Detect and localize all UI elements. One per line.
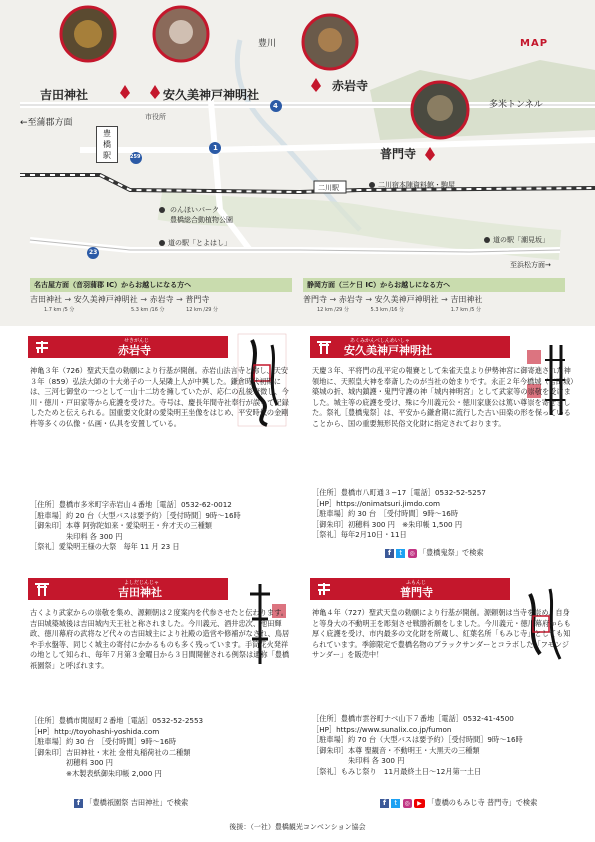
- facebook-icon[interactable]: f: [385, 549, 394, 558]
- fumonji-pin-icon: [425, 147, 435, 161]
- route-from-shizuoka: [303, 278, 565, 322]
- temple-mark-icon: [316, 581, 332, 597]
- map-label-to-gamagori: ←至蒲郡方面: [20, 118, 73, 128]
- fumonji-header: [310, 578, 510, 600]
- map-label-futagawa-station: 二川駅: [318, 184, 339, 192]
- route-1-label: 1: [213, 144, 218, 152]
- map-label-michinoeki-shiomi: 道の駅「潮見坂」: [493, 236, 549, 244]
- map-label-michinoeki-toyohashi: 道の駅「とよはし」: [168, 239, 231, 247]
- fumonji-ruby: ふもんじ: [406, 580, 427, 586]
- route-head: 名古屋方面（音羽蒲郡 IC）からお越しになる方へ: [30, 278, 292, 292]
- route-4-label: 4: [273, 102, 278, 110]
- yoshida-ruby: よしだじんじゃ: [124, 580, 160, 586]
- sekiganji-ruby: せきがんじ: [124, 338, 150, 344]
- fumonji-search-text: 「豊橋のもみじ寺 普門寺」で検索: [427, 798, 538, 807]
- route-head: 静岡方面（三ケ日 IC）からお越しになる方へ: [303, 278, 565, 292]
- sekiganji-description: 神亀３年（726）聖武天皇の勅願により行基が開創。赤岩山法言寺と称し、天安３年（859）弘法大師の十大弟子の一人呆隣上人が中興した。鎌倉時代初期には、三河七御堂の一つとして一山十二坊を擁していたが、応仁の乱後衰微し、今川・徳川・戸田家等から庇護を受けた。寺号は、慶長年間寺社奉行が誤って記録したためと伝えられる。国重要文化財の愛染明王坐像をはじめ、平安時代の金剛杵等多くの仏像・仏画・仏具を安置している。: [30, 366, 289, 428]
- route-distances: 12 km /29 分 5.3 km /16 分 1.7 km /5 分: [317, 307, 482, 313]
- twitter-icon[interactable]: t: [396, 549, 405, 558]
- temple-mark-icon: [34, 339, 50, 355]
- map-label-nonhoi: のんほいパーク: [170, 206, 219, 214]
- facebook-icon[interactable]: f: [74, 799, 83, 808]
- map-label-yoshida: 吉田神社: [40, 88, 89, 102]
- akumi-description: 天慶３年、平将門の乱平定の報賽として朱雀天皇より伊勢神宮に御寄進された神領地に、天照皇大神を奉斎したのが当社の始まりです。永正２年今橋城（吉田城）築城の折、城内鎮護・鬼門守護の神「城内神明宮」として武家等の崇敬を受けました。城主等の庇護を受け、殊に今川義元公・徳川家康公は篤い尊崇を寄せました。祭礼［豊橋鬼祭］は、平安から鎌倉期に流行した古い田楽の形を保っていることから、国の重要無形民俗文化財に指定されております。: [312, 366, 574, 428]
- akumi-title: 安久美神戸神明社: [344, 344, 432, 357]
- sekiganji-title: 赤岩寺: [118, 344, 151, 357]
- youtube-icon[interactable]: ▶: [414, 799, 425, 808]
- twitter-icon[interactable]: t: [391, 799, 400, 808]
- mountain-area: [370, 60, 595, 140]
- yoshida-info: ［住所］豊橋市関屋町２番地［電話］0532-52-2553 ［HP］http://toyohashi-yoshida.com ［駐車場］約 30 台 ［受付時間］9時〜16時 ［御朱印］吉田神社・末社 金柑丸稲荷社の二種類 初穂料 300 円 ※木製表紙御朱印帳 2,000 円: [30, 716, 204, 778]
- akumi-pin-icon: [150, 85, 160, 99]
- map-label-toyokawa: 豊川: [258, 39, 277, 49]
- map-label-nonhoi-sub: 豊橋総合動植物公園: [170, 216, 233, 224]
- map-label-sekiganji: 赤岩寺: [332, 79, 369, 93]
- map-label-city-hall: 市役所: [145, 113, 166, 121]
- route-stops: 普門寺 → 赤岩寺 → 安久美神戸神明社 → 吉田神社: [303, 295, 483, 304]
- facebook-icon[interactable]: f: [380, 799, 389, 808]
- footer-sponsor: 後援：（一社）豊橋観光コンベンション協会: [229, 823, 366, 831]
- yoshida-header: [28, 578, 228, 600]
- yoshida-pin-icon: [120, 85, 130, 99]
- fumonji-info: ［住所］豊橋市雲谷町ナベ山下７番地［電話］0532-41-4500 ［HP］https://www.sunalix.co.jp/fumon ［駐車場］約 70 台（大型バスは要予約）［受付時間］9時〜16時 ［御朱印］本尊 聖観音・不動明王・大黒天の三種類 朱印料 各 300 円 ［祭礼］もみじ祭り 11月最終土日〜12月第一土日: [312, 714, 523, 776]
- yoshida-title: 吉田神社: [118, 586, 162, 599]
- route-259-label: 259: [130, 154, 141, 160]
- route-stops: 吉田神社 → 安久美神戸神明社 → 赤岩寺 → 普門寺: [30, 295, 210, 304]
- yoshida-description: 古くより武家からの崇敬を集め、源頼朝は２度案内を代参させたと伝わります。吉田城築城後は吉田城内天王社と称されました。今川義元、酒井忠次、池田輝政、徳川幕府の武将など代々の吉田城主により社殿の造営や修補がなされ、鳥居や手水盤等、同じく城主の寄付にかかるものも多く残っています。手筒花火発祥の地として知られ、毎年７月第３金曜日から３日間開催される例祭は通称「豊橋祇園祭」と呼ばれます。: [30, 608, 290, 670]
- route-23-label: 23: [89, 249, 98, 256]
- yoshida-search-text: 「豊橋祇園祭 吉田神社」で検索: [85, 798, 189, 807]
- map-label-to-hamamatsu: 至浜松方面→: [510, 261, 551, 269]
- akumi-search-text: 「豊橋鬼祭」で検索: [418, 548, 484, 557]
- yoshida-sns: [74, 798, 188, 809]
- map-label-futagawa-juku: 二川宿本陣資料館・駒屋: [378, 181, 455, 189]
- fumonji-sns: [380, 798, 537, 809]
- akumi-ruby: あくみかんべしんめいしゃ: [350, 338, 410, 344]
- akumi-info: ［住所］豊橋市八町通３−17［電話］0532-52-5257 ［HP］https://onimatsuri.jimdo.com ［駐車場］約 30 台 ［受付時間］9時〜16時 ［御朱印］初穂料 300 円 ※朱印帳 1,500 円 ［祭礼］毎年2月10日・11日: [312, 488, 486, 540]
- shrine-mark-icon: [34, 581, 50, 597]
- akumi-header: [310, 336, 510, 358]
- map-label-tunnel: 多米トンネル: [489, 100, 543, 110]
- sekiganji-pin-icon: [311, 78, 321, 92]
- fumonji-description: 神亀４年（727）聖武天皇の勅願により行基が開創。源頼朝は当寺を崇め、自身と等身大の不動明王を彫刻させ戦勝祈願をしました。今川義元・徳川幕府からも厚く庇護を受け、市内最多の文化財を所蔵し、紅葉名所「もみじ寺」としても知られています。季節限定で豊橋名物のブラックサンダーとコラボした「フモンジサンダー」を販売中！: [312, 608, 571, 660]
- map-label-akumi: 安久美神戸神明社: [163, 88, 260, 102]
- sekiganji-info: ［住所］豊橋市多米町字赤岩山４番地［電話］0532-62-0012 ［駐車場］約 20 台（大型バスは要予約）［受付時間］9時〜16時 ［御朱印］本尊 阿弥陀如来・愛染明王・弁才天の三種類 朱印料 各 300 円 ［祭礼］愛染明王様の大祭 毎年 11 月 23 日: [30, 500, 241, 552]
- route-from-nagoya: [30, 278, 292, 322]
- map-title: MAP: [520, 38, 549, 49]
- road-259: [80, 140, 595, 150]
- instagram-icon[interactable]: ◎: [404, 799, 410, 807]
- map-area: [0, 0, 595, 326]
- route-distances: 1.7 km /5 分 5.3 km /16 分 12 km /29 分: [44, 307, 219, 313]
- instagram-icon[interactable]: ◎: [409, 549, 415, 557]
- map-label-toyohashi-station: 豊橋駅: [96, 126, 118, 163]
- map-label-fumonji: 普門寺: [380, 147, 417, 161]
- akumi-sns: [385, 548, 484, 559]
- fumonji-title: 普門寺: [400, 586, 433, 599]
- sekiganji-header: [28, 336, 228, 358]
- shrine-mark-icon: [316, 339, 332, 355]
